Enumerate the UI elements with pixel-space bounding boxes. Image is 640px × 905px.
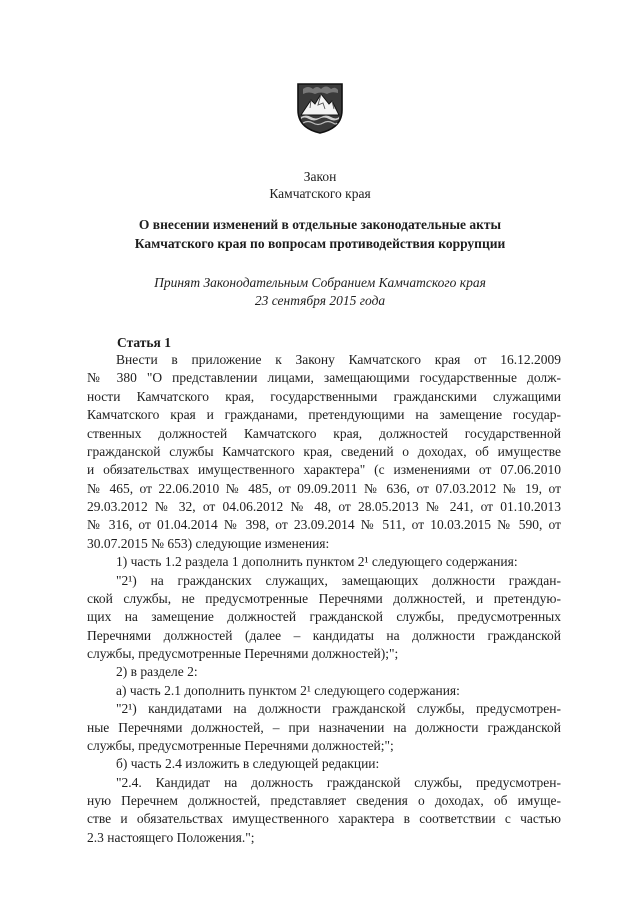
paragraph — [87, 755, 561, 773]
text-line: № 316, от 01.04.2014 № 398, от 23.09.2014 № 511, от 10.03.2015 № 590, от — [87, 517, 561, 533]
paragraph — [87, 351, 561, 553]
coat-of-arms-icon — [294, 79, 346, 135]
paragraph — [87, 572, 561, 664]
document-type-title: Закон — [303, 169, 337, 184]
law-subject-line: О внесении изменений в отдельные законодательные акты — [138, 217, 502, 232]
text-line: 1) часть 1.2 раздела 1 дополнить пунктом 2¹ следующего содержания: — [116, 554, 518, 570]
text-line: и обязательствах имущественного характера" (с изменениями от 07.06.2010 — [87, 462, 561, 478]
text-line: ской службы, не предусмотренные Перечнями должностей, и претендую- — [87, 590, 561, 606]
text-line: ственных должностей Камчатского края, должностей государственной — [87, 425, 561, 441]
adoption-date: 23 сентября 2015 года — [254, 293, 386, 308]
paragraph — [87, 553, 561, 571]
article-body — [87, 351, 561, 847]
law-subject-line: Камчатского края по вопросам противодействия коррупции — [134, 236, 506, 251]
text-line: службы, предусмотренные Перечнями должностей;"; — [87, 737, 394, 753]
text-line: ности Камчатского края, государственными гражданскими служащими — [87, 388, 561, 404]
text-line: 2.3 настоящего Положения."; — [87, 829, 255, 845]
text-line: 29.03.2012 № 32, от 04.06.2012 № 48, от 28.05.2013 № 241, от 01.10.2013 — [87, 499, 561, 514]
text-line: "2¹) кандидатами на должности гражданской службы, предусмотрен- — [116, 701, 561, 717]
adoption-line: Принят Законодательным Собранием Камчатского края — [154, 275, 486, 290]
text-line: ную Перечнем должностей, представляет сведения о доходах, об имуще- — [87, 793, 561, 808]
text-line: ные Перечнями должностей, – при назначении на должности гражданской — [87, 719, 561, 735]
region-title: Камчатского края — [269, 186, 371, 201]
text-line: № 465, от 22.06.2010 № 485, от 09.09.2011 № 636, от 07.03.2012 № 19, от — [87, 480, 561, 496]
text-line: щих на замещение должностей гражданской службы, предусмотренных — [87, 609, 561, 625]
text-line: стве и обязательствах имущественного характера в соответствии с частью — [87, 811, 561, 827]
text-line: № 380 "О представлении лицами, замещающими государственные долж- — [87, 370, 561, 386]
text-line: "2.4. Кандидат на должность гражданской службы, предусмотрен- — [116, 774, 561, 790]
text-line: 30.07.2015 № 653) следующие изменения: — [87, 535, 330, 551]
paragraph — [87, 774, 561, 848]
text-line: 2) в разделе 2: — [116, 664, 198, 680]
text-line: б) часть 2.4 изложить в следующей редакции: — [116, 756, 380, 772]
text-line: Внести в приложение к Закону Камчатского края от 16.12.2009 — [116, 352, 561, 367]
text-line: а) часть 2.1 дополнить пунктом 2¹ следующего содержания: — [116, 682, 460, 698]
paragraph — [87, 663, 561, 681]
paragraph — [87, 682, 561, 700]
text-line: Перечнями должностей (далее – кандидаты на должности гражданской — [87, 627, 561, 643]
article-heading: Статья 1 — [117, 335, 171, 350]
text-line: Камчатского края и гражданами, претендующими на замещение государ- — [87, 407, 561, 423]
paragraph — [87, 700, 561, 755]
text-line: "2¹) на гражданских служащих, замещающих должности граждан- — [116, 572, 561, 588]
text-line: службы, предусмотренные Перечнями должностей);"; — [87, 646, 399, 661]
text-line: гражданской службы Камчатского края, сведений о доходах, об имуществе — [87, 443, 561, 459]
